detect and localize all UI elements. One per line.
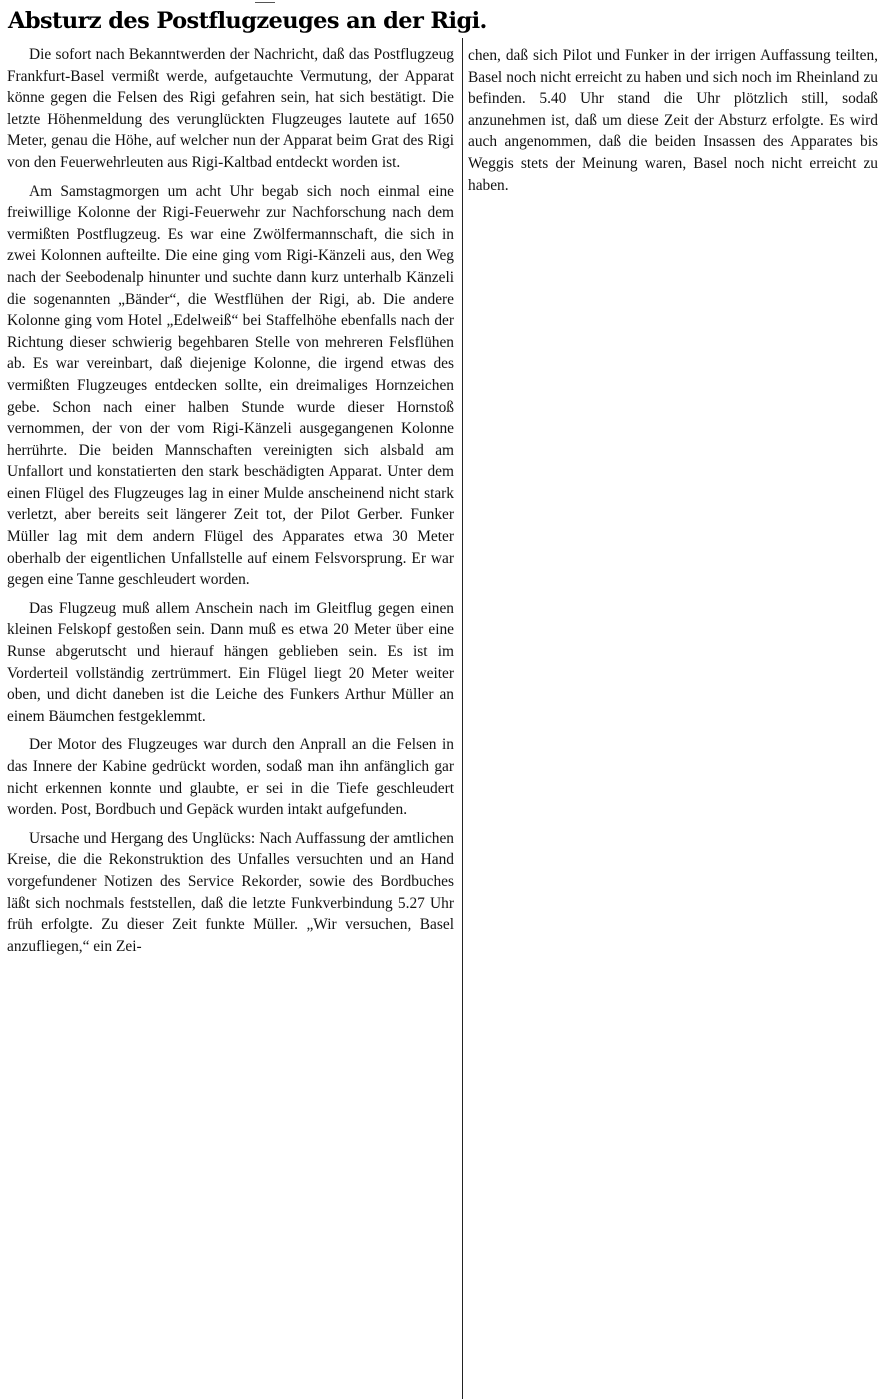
paragraph-cause: Ursache und Hergang des Unglücks: Nach Auffassung der amtlichen Kreise, die die Rekonstruktion des Unfalles versuchten und an Hand vorgefundener Notizen des Service Rekorder, sowie des Bordbuches läßt sich nochmals feststellen, daß die letzte Funkverbindung 5.27 Uhr früh erfolgte. Zu dieser Zeit funkte Müller. „Wir versuchen, Basel anzufliegen,“ ein Zei-: [7, 829, 454, 955]
left-column: [7, 44, 454, 957]
paragraph-impact: Das Flugzeug muß allem Anschein nach im Gleitflug gegen einen kleinen Felskopf gestoßen sein. Dann muß es etwa 20 Meter über eine Runse abgerutscht und hierauf hängen geblieben sein. Es ist im Vorderteil vollständig zertrümmert. Ein Flügel liegt 20 Meter weiter oben, und dicht daneben ist die Leiche des Funkers Arthur Müller an einem Bäumchen festgeklemmt.: [7, 599, 454, 725]
column-divider: [462, 38, 463, 1399]
article-headline: Absturz des Postflugzeuges an der Rigi.: [8, 8, 487, 34]
top-divider: [255, 2, 275, 3]
paragraph-discovery: Die sofort nach Bekanntwerden der Nachricht, daß das Postflugzeug Frankfurt-Basel vermißt werde, aufgetauchte Vermutung, der Apparat könne gegen die Felsen des Rigi gefahren sein, hat sich bestätigt. Die letzte Höhenmeldung des verunglückten Flugzeuges lautete auf 1650 Meter, genau die Höhe, auf welcher nun der Apparat beim Grat des Rigi von den Feuerwehrleuten aus Rigi-Kaltbad entdeckt worden ist.: [7, 46, 454, 171]
right-column: [468, 45, 878, 196]
paragraph-search-party: Am Samstagmorgen um acht Uhr begab sich noch einmal eine freiwillige Kolonne der Rigi-Feuerwehr zur Nachforschung nach dem vermißten Postflugzeug. Es war eine Zwölfermannschaft, die sich in zwei Kolonnen aufteilte. Die eine ging vom Rigi-Känzeli aus, den Weg nach der Seebodenalp hinunter und suchte dann kurz unterhalb Känzeli die sogenannten „Bänder“, die Westflühen der Rigi, ab. Die andere Kolonne ging vom Hotel „Edelweiß“ bei Staffelhöhe ebenfalls nach der Richtung dieser schwierig begehbaren Stelle von mehreren Felsflühen ab. Es war vereinbart, daß diejenige Kolonne, die irgend etwas des vermißten Flugzeuges entdecken sollte, ein dreimaliges Hornzeichen gebe. Schon nach einer halben Stunde wurde dieser Hornstoß vernommen, der von der vom Rigi-Känzeli ausgegangenen Kolonne herrührte. Die beiden Mannschaften vereinigten sich alsbald am Unfallort und konstatierten den stark beschädigten Apparat. Unter dem einen Flügel des Flugzeuges lag in einer Mulde anscheinend nicht stark verletzt, aber bereits seit längerer Zeit tot, der Pilot Gerber. Funker Müller lag mit dem andern Flügel des Apparates etwa 30 Meter oberhalb der eigentlichen Unfallstelle auf einem Felsvorsprung. Er war gegen eine Tanne geschleudert worden.: [7, 182, 454, 589]
paragraph-engine: Der Motor des Flugzeuges war durch den Anprall an die Felsen in das Innere der Kabine gedrückt worden, sodaß man ihn anfänglich gar nicht erkennen konnte und glaubte, er sei in die Tiefe geschleudert worden. Post, Bordbuch und Gepäck wurden intakt aufgefunden.: [7, 736, 454, 819]
paragraph-continuation: chen, daß sich Pilot und Funker in der irrigen Auffassung teilten, Basel noch nicht erreicht zu haben und sich noch im Rheinland zu befinden. 5.40 Uhr stand die Uhr plötzlich still, sodaß anzunehmen ist, daß um diese Zeit der Absturz erfolgte. Es wird auch angenommen, daß die beiden Insassen des Apparates bis Weggis stets der Meinung waren, Basel noch nicht erreicht zu haben.: [468, 47, 878, 194]
